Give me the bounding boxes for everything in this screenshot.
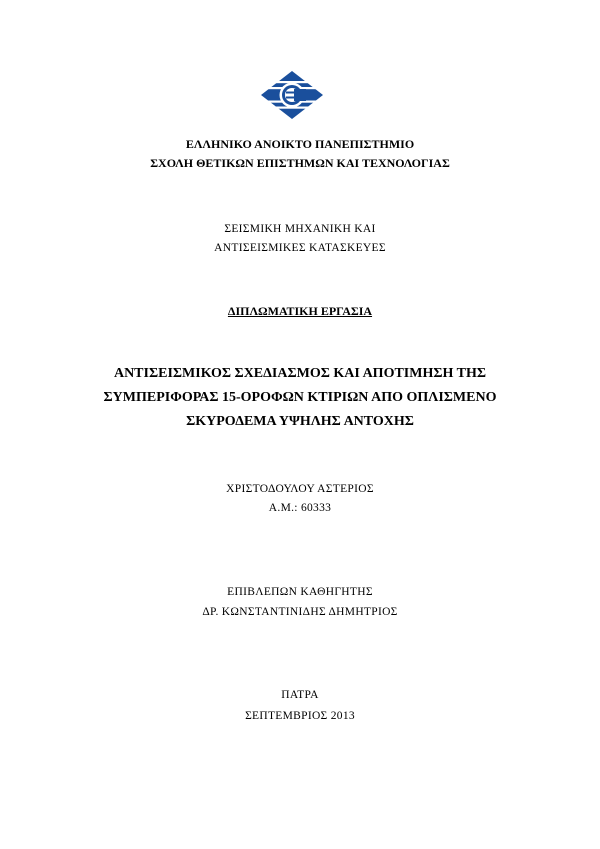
- program-line-1: ΣΕΙΣΜΙΚΗ ΜΗΧΑΝΙΚΗ ΚΑΙ: [224, 223, 376, 235]
- author-name: ΧΡΙΣΤΟΔΟΥΛΟΥ ΑΣΤΕΡΙΟΣ: [226, 483, 374, 495]
- thesis-title-line-2: ΣΥΜΠΕΡΙΦΟΡΑΣ 15-ΟΡΟΦΩΝ ΚΤΙΡΙΩΝ ΑΠΟ ΟΠΛΙΣΜΕΝΟ: [103, 390, 497, 405]
- place: ΠΑΤΡΑ: [281, 689, 319, 701]
- program-line-2: ΑΝΤΙΣΕΙΣΜΙΚΕΣ ΚΑΤΑΣΚΕΥΕΣ: [214, 242, 386, 254]
- thesis-title-line-1: ΑΝΤΙΣΕΙΣΜΙΚΟΣ ΣΧΕΔΙΑΣΜΟΣ ΚΑΙ ΑΠΟΤΙΜΗΣΗ ΤΗΣ: [113, 366, 487, 381]
- thesis-title-line-3: ΣΚΥΡΟΔΕΜΑ ΥΨΗΛΗΣ ΑΝΤΟΧΗΣ: [186, 414, 414, 429]
- supervisor-label: ΕΠΙΒΛΕΠΩΝ ΚΑΘΗΓΗΤΗΣ: [227, 586, 373, 598]
- eap-logo-icon: [260, 70, 324, 120]
- student-id: Α.Μ.: 60333: [268, 502, 332, 514]
- document-type: ΔΙΠΛΩΜΑΤΙΚΗ ΕΡΓΑΣΙΑ: [227, 304, 373, 318]
- date: ΣΕΠΤΕΜΒΡΙΟΣ 2013: [245, 710, 355, 722]
- school-name: ΣΧΟΛΗ ΘΕΤΙΚΩΝ ΕΠΙΣΤΗΜΩΝ ΚΑΙ ΤΕΧΝΟΛΟΓΙΑΣ: [150, 156, 450, 170]
- supervisor-name: ΔΡ. ΚΩΝΣΤΑΝΤΙΝΙΔΗΣ ΔΗΜΗΤΡΙΟΣ: [202, 606, 398, 618]
- university-name: ΕΛΛΗΝΙΚΟ ΑΝΟΙΚΤΟ ΠΑΝΕΠΙΣΤΗΜΙΟ: [185, 137, 415, 151]
